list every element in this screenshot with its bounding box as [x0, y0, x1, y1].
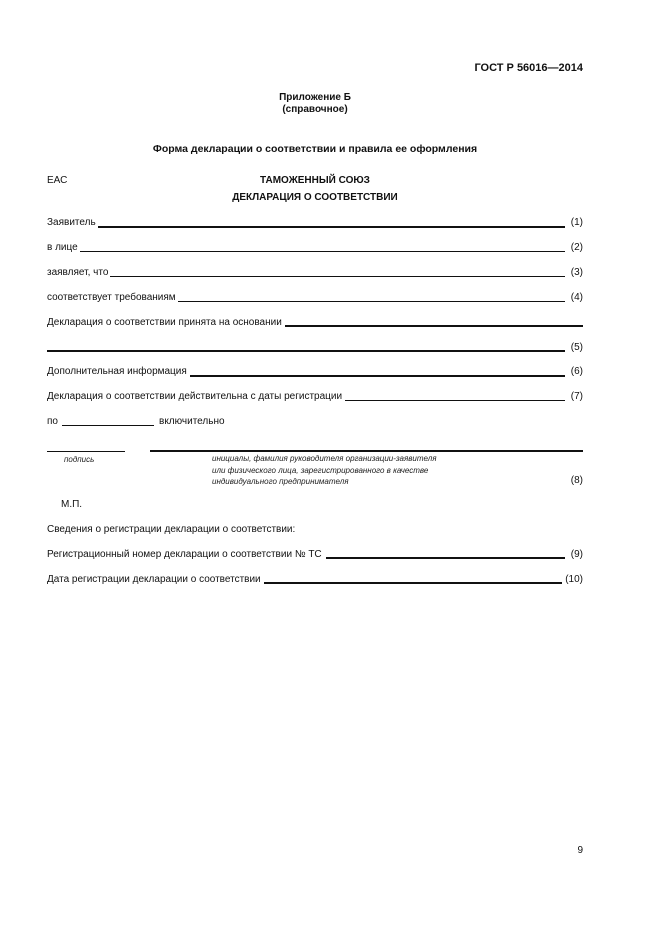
field-number: (4) [570, 292, 583, 303]
field-line-represented[interactable] [80, 251, 565, 252]
name-caption-line-1: инициалы, фамилия руководителя организации-заявителя [212, 454, 437, 463]
field-number: (1) [570, 217, 583, 228]
field-number: (7) [570, 391, 583, 402]
field-number: (9) [570, 549, 583, 560]
field-line-valid-until[interactable] [62, 425, 154, 426]
field-line-applicant[interactable] [98, 226, 565, 228]
eac-mark: ЕАС [47, 175, 68, 186]
field-number: (3) [570, 267, 583, 278]
field-label-represented: в лице [47, 242, 78, 253]
name-caption-line-3: индивидуального предпринимателя [212, 477, 349, 486]
page-number: 9 [577, 845, 583, 856]
field-line-additional-info[interactable] [190, 375, 565, 377]
field-label-additional-info: Дополнительная информация [47, 366, 187, 377]
valid-until-suffix: включительно [159, 416, 225, 427]
field-label-declares: заявляет, что [47, 267, 109, 278]
form-title: Форма декларации о соответствии и правила ее оформления [152, 143, 478, 155]
field-line-registration-date[interactable] [264, 582, 562, 584]
field-label-registration-date: Дата регистрации декларации о соответствии [47, 574, 261, 585]
field-number: (5) [570, 342, 583, 353]
stamp-place: М.П. [61, 499, 83, 510]
field-number: (10) [565, 574, 583, 585]
valid-until-prefix: по [47, 416, 58, 427]
field-label-registration-number: Регистрационный номер декларации о соответствии № ТС [47, 549, 322, 560]
signature-caption: подпись [64, 455, 95, 464]
field-line-basis-continued[interactable] [47, 350, 565, 352]
field-line-valid-from[interactable] [345, 400, 565, 401]
field-label-valid-from: Декларация о соответствии действительна с даты регистрации [47, 391, 343, 402]
field-number: (8) [570, 475, 583, 486]
name-line[interactable] [150, 450, 583, 452]
appendix-subtitle: (справочное) [282, 104, 348, 115]
field-line-basis[interactable] [285, 325, 583, 327]
field-label-applicant: Заявитель [47, 217, 96, 228]
union-title: ТАМОЖЕННЫЙ СОЮЗ [260, 175, 370, 186]
field-label-requirements: соответствует требованиям [47, 292, 176, 303]
registration-heading: Сведения о регистрации декларации о соответствии: [47, 524, 296, 535]
field-line-declares[interactable] [110, 276, 565, 277]
field-line-requirements[interactable] [178, 301, 565, 302]
field-number: (2) [570, 242, 583, 253]
appendix-title: Приложение Б [279, 92, 351, 103]
name-caption-line-2: или физического лица, зарегистрированного в качестве [212, 466, 429, 475]
standard-number: ГОСТ Р 56016—2014 [474, 62, 583, 74]
field-number: (6) [570, 366, 583, 377]
field-line-registration-number[interactable] [326, 557, 565, 559]
field-label-basis: Декларация о соответствии принята на основании [47, 317, 282, 328]
signature-line[interactable] [47, 451, 125, 452]
declaration-title: ДЕКЛАРАЦИЯ О СООТВЕТСТВИИ [232, 192, 398, 203]
